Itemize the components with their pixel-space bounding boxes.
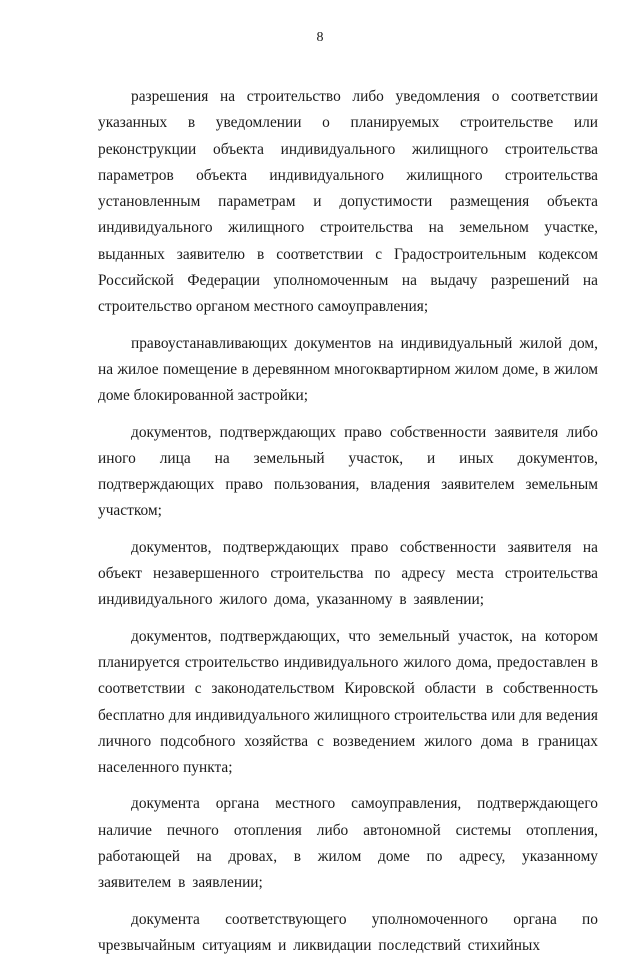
paragraph-5: документов, подтверждающих, что земельный участок, на котором планируется строительство индивидуального жилого дома, предоставлен в соответствии с законодательством Кировской области в собственность бесплатно для индивидуального жилищного строительства или для ведения личного подсобного хозяйства с возведением жилого дома в границах населенного пункта; <box>98 627 598 777</box>
paragraph-4: документов, подтверждающих право собственности заявителя на объект незавершенного строительства по адресу места строительства индивидуального жилого дома, указанному в заявлении; <box>98 538 598 609</box>
paragraph-2: правоустанавливающих документов на индивидуальный жилой дом, на жилое помещение в деревянном многоквартирном жилом доме, в жилом доме блокированной застройки; <box>98 334 598 405</box>
document-body <box>98 84 598 969</box>
paragraph-6: документа органа местного самоуправления, подтверждающего наличие печного отопления либо автономной системы отопления, работающей на дровах, в жилом доме по адресу, указанному заявителем в заявлении; <box>98 795 598 892</box>
page-number: 8 <box>316 30 324 45</box>
paragraph-1: разрешения на строительство либо уведомления о соответствии указанных в уведомлении о планируемых строительстве или реконструкции объекта индивидуального жилищного строительства параметров объекта индивидуального жилищного строительства установленным параметрам и допустимости размещения объекта индивидуального жилищного строительства на земельном участке, выданных заявителю в соответствии с Градостроительным кодексом Российской Федерации уполномоченным на выдачу разрешений на строительство органом местного самоуправления; <box>98 88 598 316</box>
paragraph-3: документов, подтверждающих право собственности заявителя либо иного лица на земельный участок, и иных документов, подтверждающих право пользования, владения заявителем земельным участком; <box>98 423 598 520</box>
paragraph-7: документа соответствующего уполномоченного органа по чрезвычайным ситуациям и ликвидации последствий стихийных <box>98 910 598 954</box>
